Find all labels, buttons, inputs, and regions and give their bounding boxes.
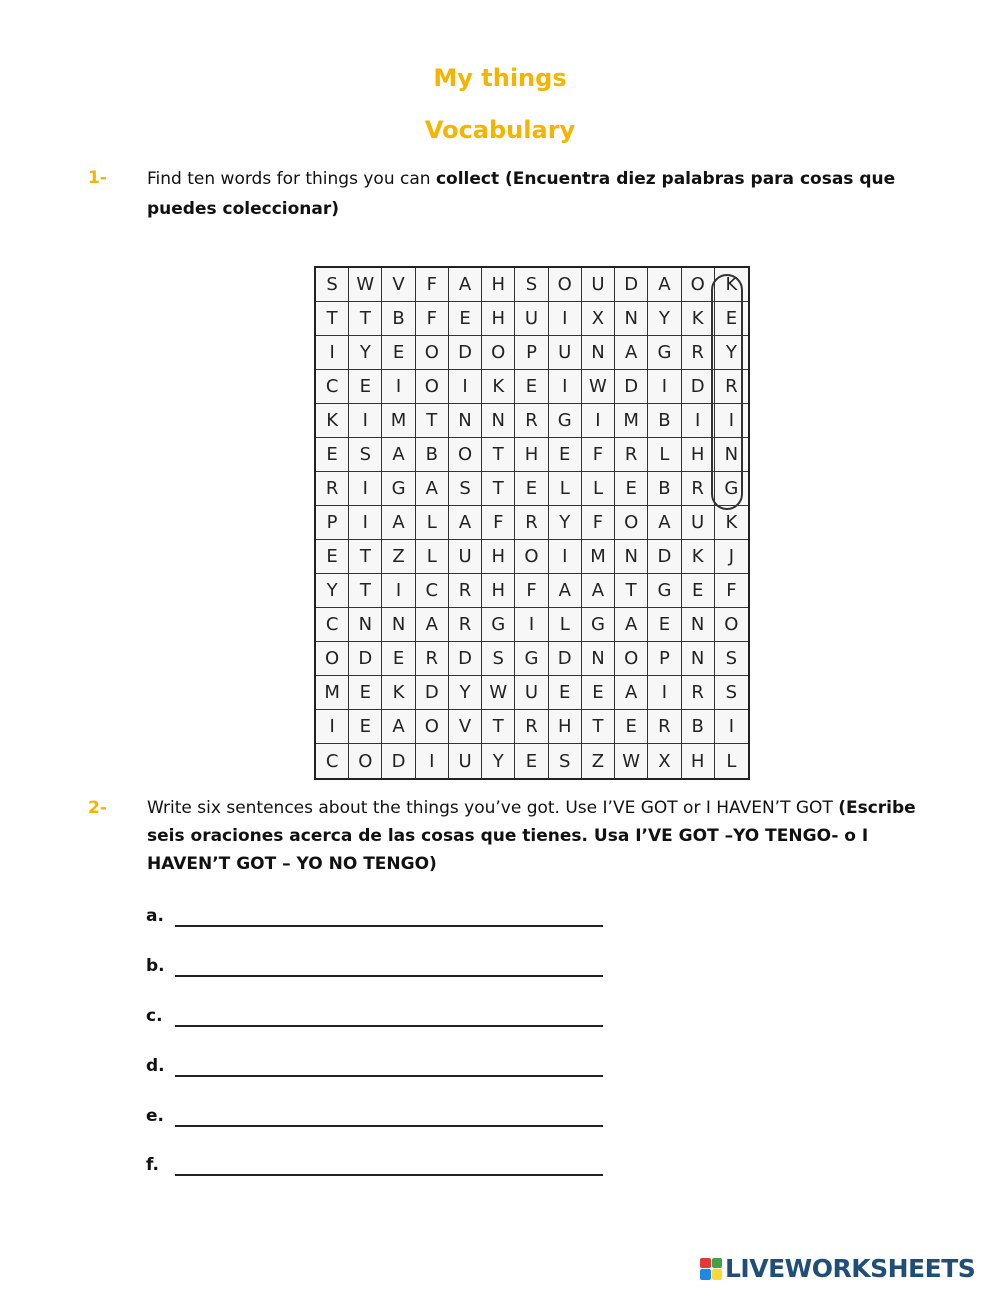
- grid-letter[interactable]: R: [515, 710, 548, 744]
- grid-letter[interactable]: B: [648, 472, 681, 506]
- answer-label: f.: [146, 1155, 159, 1175]
- logo-text: LIVEWORKSHEETS: [725, 1254, 976, 1283]
- grid-letter[interactable]: E: [515, 744, 548, 778]
- grid-letter[interactable]: T: [615, 574, 648, 608]
- grid-letter[interactable]: D: [349, 642, 382, 676]
- grid-letter[interactable]: Y: [482, 744, 515, 778]
- grid-letter[interactable]: L: [549, 472, 582, 506]
- word-search-grid: [314, 266, 750, 780]
- grid-letter[interactable]: E: [549, 676, 582, 710]
- grid-letter[interactable]: R: [515, 404, 548, 438]
- grid-letter[interactable]: S: [449, 472, 482, 506]
- grid-letter[interactable]: G: [482, 608, 515, 642]
- grid-letter[interactable]: N: [449, 404, 482, 438]
- grid-letter[interactable]: N: [382, 608, 415, 642]
- logo-block: [700, 1258, 711, 1269]
- grid-letter[interactable]: E: [682, 574, 715, 608]
- answer-input-line[interactable]: [175, 975, 603, 977]
- question-1-number: 1-: [88, 168, 107, 188]
- grid-letter[interactable]: Z: [582, 744, 615, 778]
- grid-letter[interactable]: O: [615, 642, 648, 676]
- answer-line-d: [146, 1056, 172, 1076]
- grid-letter[interactable]: F: [582, 506, 615, 540]
- grid-letter[interactable]: R: [449, 608, 482, 642]
- grid-letter[interactable]: N: [615, 302, 648, 336]
- grid-letter[interactable]: A: [648, 506, 681, 540]
- grid-letter[interactable]: W: [482, 676, 515, 710]
- grid-letter[interactable]: T: [482, 710, 515, 744]
- grid-letter[interactable]: I: [382, 574, 415, 608]
- grid-letter[interactable]: T: [416, 404, 449, 438]
- grid-letter[interactable]: I: [648, 676, 681, 710]
- grid-letter[interactable]: K: [715, 506, 748, 540]
- grid-letter[interactable]: F: [582, 438, 615, 472]
- grid-letter[interactable]: B: [682, 710, 715, 744]
- grid-letter[interactable]: E: [715, 302, 748, 336]
- grid-letter[interactable]: I: [582, 404, 615, 438]
- grid-letter[interactable]: T: [482, 438, 515, 472]
- grid-letter[interactable]: D: [549, 642, 582, 676]
- grid-letter[interactable]: D: [416, 676, 449, 710]
- grid-letter[interactable]: R: [316, 472, 349, 506]
- answer-label: c.: [146, 1006, 163, 1026]
- grid-letter[interactable]: R: [682, 676, 715, 710]
- grid-letter[interactable]: M: [582, 540, 615, 574]
- grid-letter[interactable]: W: [615, 744, 648, 778]
- grid-letter[interactable]: E: [615, 472, 648, 506]
- grid-letter[interactable]: H: [549, 710, 582, 744]
- grid-letter[interactable]: J: [715, 540, 748, 574]
- grid-letter[interactable]: C: [316, 370, 349, 404]
- grid-letter[interactable]: H: [482, 540, 515, 574]
- grid-letter[interactable]: L: [416, 540, 449, 574]
- grid-letter[interactable]: O: [416, 370, 449, 404]
- logo-blocks-icon: [700, 1258, 722, 1280]
- grid-letter[interactable]: Y: [449, 676, 482, 710]
- grid-letter[interactable]: Y: [648, 302, 681, 336]
- question-1-text: [147, 164, 937, 224]
- grid-letter[interactable]: L: [726, 750, 737, 772]
- grid-letter[interactable]: Y: [349, 336, 382, 370]
- grid-letter[interactable]: D: [615, 370, 648, 404]
- grid-letter[interactable]: E: [515, 370, 548, 404]
- grid-letter[interactable]: B: [416, 438, 449, 472]
- grid-letter[interactable]: R: [715, 370, 748, 404]
- grid-letter[interactable]: N: [682, 608, 715, 642]
- question-2-text-plain: Write six sentences about the things you’ve got. Use I’VE GOT or I HAVEN’T GOT: [147, 798, 839, 818]
- grid-letter[interactable]: U: [449, 744, 482, 778]
- grid-letter[interactable]: G: [549, 404, 582, 438]
- word-search-cells: [316, 268, 748, 778]
- logo-block: [700, 1269, 711, 1280]
- grid-letter[interactable]: A: [582, 574, 615, 608]
- grid-letter[interactable]: M: [316, 676, 349, 710]
- grid-letter[interactable]: O: [416, 336, 449, 370]
- grid-letter[interactable]: A: [416, 472, 449, 506]
- grid-letter[interactable]: U: [582, 268, 615, 302]
- grid-letter[interactable]: A: [382, 710, 415, 744]
- grid-letter[interactable]: I: [316, 336, 349, 370]
- answer-input-line[interactable]: [175, 1125, 603, 1127]
- page-title: My things: [433, 64, 567, 92]
- grid-letter[interactable]: E: [582, 676, 615, 710]
- grid-letter[interactable]: T: [482, 472, 515, 506]
- grid-letter[interactable]: B: [648, 404, 681, 438]
- question-2-text-bold: (Escribe seis oraciones acerca de las cosas que tienes. Usa I’VE GOT –YO TENGO- o I HAVEN’T GOT – YO NO TENGO): [147, 798, 916, 874]
- grid-letter[interactable]: Y: [549, 506, 582, 540]
- grid-letter[interactable]: I: [515, 608, 548, 642]
- grid-letter[interactable]: R: [682, 336, 715, 370]
- grid-letter[interactable]: N: [482, 404, 515, 438]
- answer-label: a.: [146, 906, 164, 926]
- logo-block: [712, 1269, 723, 1280]
- grid-letter[interactable]: N: [682, 642, 715, 676]
- grid-letter[interactable]: R: [615, 438, 648, 472]
- grid-letter[interactable]: F: [416, 302, 449, 336]
- question-2-number: 2-: [88, 798, 107, 818]
- grid-letter[interactable]: K: [715, 268, 748, 302]
- grid-letter[interactable]: C: [416, 574, 449, 608]
- grid-letter[interactable]: U: [682, 506, 715, 540]
- grid-letter[interactable]: I: [682, 404, 715, 438]
- grid-letter[interactable]: P: [515, 336, 548, 370]
- grid-letter[interactable]: F: [482, 506, 515, 540]
- grid-letter[interactable]: S: [515, 268, 548, 302]
- grid-letter[interactable]: C: [316, 608, 349, 642]
- answer-line-f: [146, 1155, 172, 1175]
- grid-letter[interactable]: I: [648, 370, 681, 404]
- grid-letter[interactable]: R: [648, 710, 681, 744]
- grid-letter[interactable]: U: [515, 302, 548, 336]
- question-1-text-bold: collect (Encuentra diez palabras para cosas que puedes coleccionar): [147, 169, 896, 219]
- grid-letter[interactable]: G: [382, 472, 415, 506]
- grid-letter[interactable]: A: [382, 506, 415, 540]
- grid-letter[interactable]: E: [648, 608, 681, 642]
- circled-word-keyring: [711, 274, 743, 510]
- grid-letter[interactable]: K: [316, 404, 349, 438]
- page-subtitle: Vocabulary: [424, 116, 576, 144]
- grid-letter[interactable]: S: [549, 744, 582, 778]
- grid-letter[interactable]: V: [449, 710, 482, 744]
- grid-letter[interactable]: H: [515, 438, 548, 472]
- grid-letter[interactable]: E: [449, 302, 482, 336]
- grid-letter[interactable]: R: [416, 642, 449, 676]
- grid-letter[interactable]: D: [449, 642, 482, 676]
- grid-letter[interactable]: O: [682, 268, 715, 302]
- grid-letter[interactable]: A: [416, 608, 449, 642]
- grid-letter[interactable]: P: [316, 506, 349, 540]
- grid-letter[interactable]: H: [482, 574, 515, 608]
- grid-letter[interactable]: F: [416, 268, 449, 302]
- answer-input-line[interactable]: [175, 925, 603, 927]
- grid-letter[interactable]: I: [349, 404, 382, 438]
- grid-letter[interactable]: E: [316, 540, 349, 574]
- grid-letter[interactable]: T: [349, 540, 382, 574]
- grid-letter[interactable]: U: [515, 676, 548, 710]
- grid-letter[interactable]: A: [449, 506, 482, 540]
- grid-letter[interactable]: T: [582, 710, 615, 744]
- grid-letter[interactable]: S: [482, 642, 515, 676]
- grid-letter[interactable]: A: [615, 608, 648, 642]
- answer-input-line[interactable]: [175, 1075, 603, 1077]
- grid-letter[interactable]: R: [515, 506, 548, 540]
- grid-letter[interactable]: O: [615, 506, 648, 540]
- grid-letter[interactable]: S: [715, 676, 748, 710]
- grid-letter[interactable]: G: [515, 642, 548, 676]
- grid-letter[interactable]: H: [482, 268, 515, 302]
- grid-letter[interactable]: O: [316, 642, 349, 676]
- grid-letter[interactable]: O: [549, 268, 582, 302]
- grid-letter[interactable]: G: [648, 574, 681, 608]
- grid-letter[interactable]: T: [349, 574, 382, 608]
- grid-letter[interactable]: L: [416, 506, 449, 540]
- liveworksheets-logo: [700, 1254, 975, 1283]
- grid-letter[interactable]: A: [449, 268, 482, 302]
- grid-letter[interactable]: O: [515, 540, 548, 574]
- grid-letter[interactable]: O: [449, 438, 482, 472]
- answer-label: b.: [146, 956, 165, 976]
- grid-letter[interactable]: E: [615, 710, 648, 744]
- grid-letter[interactable]: I: [416, 744, 449, 778]
- grid-letter[interactable]: K: [482, 370, 515, 404]
- logo-block: [712, 1258, 723, 1269]
- grid-letter[interactable]: E: [515, 472, 548, 506]
- grid-letter[interactable]: M: [615, 404, 648, 438]
- grid-letter[interactable]: I: [549, 302, 582, 336]
- grid-letter[interactable]: K: [382, 676, 415, 710]
- grid-letter[interactable]: D: [382, 744, 415, 778]
- grid-letter[interactable]: L: [549, 608, 582, 642]
- grid-letter[interactable]: F: [715, 574, 748, 608]
- grid-letter[interactable]: W: [349, 268, 382, 302]
- grid-letter[interactable]: G: [582, 608, 615, 642]
- grid-letter[interactable]: A: [615, 676, 648, 710]
- grid-letter[interactable]: R: [682, 472, 715, 506]
- grid-letter[interactable]: I: [715, 710, 748, 744]
- grid-letter[interactable]: I: [449, 370, 482, 404]
- grid-letter[interactable]: S: [715, 642, 748, 676]
- grid-letter[interactable]: C: [316, 744, 349, 778]
- grid-letter[interactable]: I: [549, 540, 582, 574]
- grid-letter[interactable]: O: [482, 336, 515, 370]
- grid-letter[interactable]: I: [349, 506, 382, 540]
- grid-letter[interactable]: V: [382, 268, 415, 302]
- grid-letter[interactable]: E: [349, 370, 382, 404]
- grid-letter[interactable]: H: [682, 744, 715, 778]
- grid-letter[interactable]: E: [349, 710, 382, 744]
- grid-letter[interactable]: O: [416, 710, 449, 744]
- grid-letter[interactable]: A: [648, 268, 681, 302]
- grid-letter[interactable]: P: [648, 642, 681, 676]
- grid-letter[interactable]: I: [382, 370, 415, 404]
- grid-letter[interactable]: I: [316, 710, 349, 744]
- grid-letter[interactable]: A: [549, 574, 582, 608]
- grid-letter[interactable]: T: [349, 302, 382, 336]
- grid-letter[interactable]: H: [682, 438, 715, 472]
- grid-letter[interactable]: N: [615, 540, 648, 574]
- grid-letter[interactable]: L: [648, 438, 681, 472]
- grid-letter[interactable]: Y: [715, 336, 748, 370]
- grid-letter[interactable]: A: [615, 336, 648, 370]
- grid-letter[interactable]: U: [549, 336, 582, 370]
- grid-letter[interactable]: A: [382, 438, 415, 472]
- grid-letter[interactable]: W: [582, 370, 615, 404]
- grid-letter[interactable]: I: [349, 472, 382, 506]
- grid-letter[interactable]: S: [316, 268, 349, 302]
- answer-input-line[interactable]: [175, 1025, 603, 1027]
- grid-letter[interactable]: I: [549, 370, 582, 404]
- grid-letter[interactable]: H: [482, 302, 515, 336]
- grid-letter[interactable]: E: [349, 676, 382, 710]
- answer-input-line[interactable]: [175, 1174, 603, 1176]
- grid-letter[interactable]: D: [682, 370, 715, 404]
- grid-letter[interactable]: E: [382, 642, 415, 676]
- grid-letter[interactable]: D: [449, 336, 482, 370]
- answer-line-a: [146, 906, 172, 926]
- question-1-text-plain: Find ten words for things you can: [147, 169, 436, 189]
- answer-line-b: [146, 956, 172, 976]
- grid-letter[interactable]: N: [715, 438, 748, 472]
- grid-letter[interactable]: M: [382, 404, 415, 438]
- grid-letter[interactable]: N: [582, 336, 615, 370]
- grid-letter[interactable]: R: [449, 574, 482, 608]
- question-2-text: [147, 794, 937, 878]
- grid-letter[interactable]: Y: [316, 574, 349, 608]
- grid-letter[interactable]: O: [349, 744, 382, 778]
- grid-letter[interactable]: G: [715, 472, 748, 506]
- answer-label: d.: [146, 1056, 165, 1076]
- answer-line-c: [146, 1006, 172, 1026]
- grid-letter[interactable]: N: [349, 608, 382, 642]
- grid-letter[interactable]: B: [382, 302, 415, 336]
- grid-letter[interactable]: D: [615, 268, 648, 302]
- grid-letter[interactable]: Z: [382, 540, 415, 574]
- grid-letter[interactable]: K: [682, 540, 715, 574]
- grid-letter[interactable]: T: [316, 302, 349, 336]
- grid-letter[interactable]: E: [316, 438, 349, 472]
- grid-letter[interactable]: E: [549, 438, 582, 472]
- grid-letter[interactable]: S: [349, 438, 382, 472]
- grid-letter[interactable]: X: [648, 744, 681, 778]
- grid-letter[interactable]: D: [648, 540, 681, 574]
- answer-line-e: [146, 1106, 172, 1126]
- grid-letter[interactable]: E: [382, 336, 415, 370]
- grid-letter[interactable]: O: [715, 608, 748, 642]
- grid-letter[interactable]: L: [582, 472, 615, 506]
- grid-letter[interactable]: G: [648, 336, 681, 370]
- grid-letter[interactable]: U: [449, 540, 482, 574]
- grid-letter[interactable]: X: [582, 302, 615, 336]
- grid-letter[interactable]: N: [582, 642, 615, 676]
- grid-letter[interactable]: F: [515, 574, 548, 608]
- answer-label: e.: [146, 1106, 164, 1126]
- grid-letter[interactable]: K: [682, 302, 715, 336]
- grid-letter[interactable]: I: [715, 404, 748, 438]
